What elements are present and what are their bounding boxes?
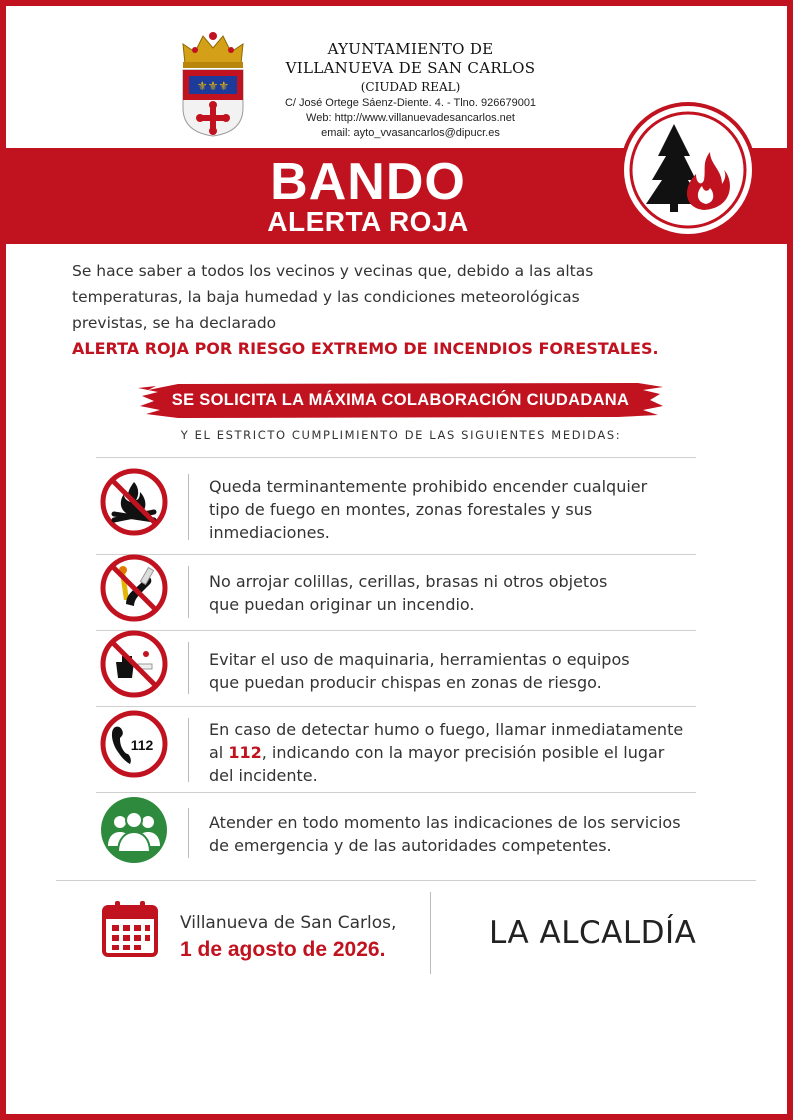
town-line-3: (CIUDAD REAL) [360,80,461,94]
measure-line: Evitar el uso de maquinaria, herramientas o equipos [209,650,630,669]
measure-item [96,464,696,552]
signing-place: Villanueva de San Carlos, [180,913,397,933]
signing-date: 1 de agosto de 2026. [180,938,386,961]
measure-line: que puedan originar un incendio. [209,595,475,614]
measure-item [96,556,696,630]
divider [96,630,696,631]
alert-declaration: ALERTA ROJA POR RIESGO EXTREMO DE INCENDIOS FORESTALES. [72,339,659,358]
town-web: Web: http://www.villanuevadesancarlos.net [306,112,515,124]
banner-title: BANDO [270,153,466,211]
measure-line [209,741,689,764]
no-cigarette-match-icon [100,554,168,622]
divider [96,457,696,458]
measure-line: En caso de detectar humo o fuego, llamar inmediatamente [209,720,684,739]
banner-subtitle: ALERTA ROJA [267,206,469,237]
measure-text [209,475,689,544]
measure-line: de emergencia y de las autoridades competentes. [209,836,612,855]
collab-subheadline: Y EL ESTRICTO CUMPLIMIENTO DE LAS SIGUIENTES MEDIDAS: [180,428,622,442]
emergency-number-badge: 112 [130,737,154,753]
town-header [268,40,553,141]
measure-separator [188,566,189,618]
no-machinery-icon [100,630,168,698]
intro-line-1: Se hace saber a todos los vecinos y vecinas que, debido a las altas [72,262,594,280]
intro-paragraph [72,258,712,362]
footer-separator [430,892,431,974]
measure-item [96,708,696,792]
measure-text [209,570,689,616]
measure-text [209,718,689,787]
measure-separator [188,808,189,858]
measure-line: tipo de fuego en montes, zonas forestales y sus [209,500,593,519]
measure-line: No arrojar colillas, cerillas, brasas ni otros objetos [209,572,608,591]
town-address: C/ José Ortege Sáenz-Diente. 4. - Tlno. 926679001 [284,97,537,109]
measure-separator [188,718,189,782]
divider [96,792,696,793]
no-fire-icon [100,468,168,536]
measure-text-part: , indicando con la mayor precisión posible el lugar [261,743,665,762]
signature-authority: LA ALCALDÍA [489,915,697,951]
measure-line: que puedan producir chispas en zonas de riesgo. [209,673,602,692]
phone-112-icon [100,710,168,778]
measure-text-part: al [209,743,229,762]
measure-text [209,648,689,694]
footer-divider [56,880,756,881]
measure-line: inmediaciones. [209,523,330,542]
emergency-number: 112 [228,743,262,762]
calendar-icon [101,899,159,959]
intro-line-2: temperaturas, la baja humedad y las condiciones meteorológicas [72,288,580,306]
measure-text [209,811,689,857]
divider [96,554,696,555]
svg-text:⚜⚜⚜: ⚜⚜⚜ [196,79,230,93]
measure-line: Atender en todo momento las indicaciones de los servicios [209,813,681,832]
town-line-1: AYUNTAMIENTO DE [327,40,494,58]
measure-separator [188,642,189,694]
measure-line: Queda terminantemente prohibido encender cualquier [209,477,648,496]
emergency-services-icon [100,796,168,864]
town-email: email: ayto_vvasancarlos@dipucr.es [321,127,500,139]
measure-item [96,794,696,870]
collab-headline: SE SOLICITA LA MÁXIMA COLABORACIÓN CIUDADANA [171,391,630,409]
town-line-2: VILLANUEVA DE SAN CARLOS [285,59,536,77]
forest-fire-icon [618,100,758,240]
measure-separator [188,474,189,540]
municipal-crest-icon [177,28,249,138]
measure-item [96,632,696,706]
divider [96,706,696,707]
measure-line: del incidente. [209,766,318,785]
intro-line-3: previstas, se ha declarado [72,314,277,332]
